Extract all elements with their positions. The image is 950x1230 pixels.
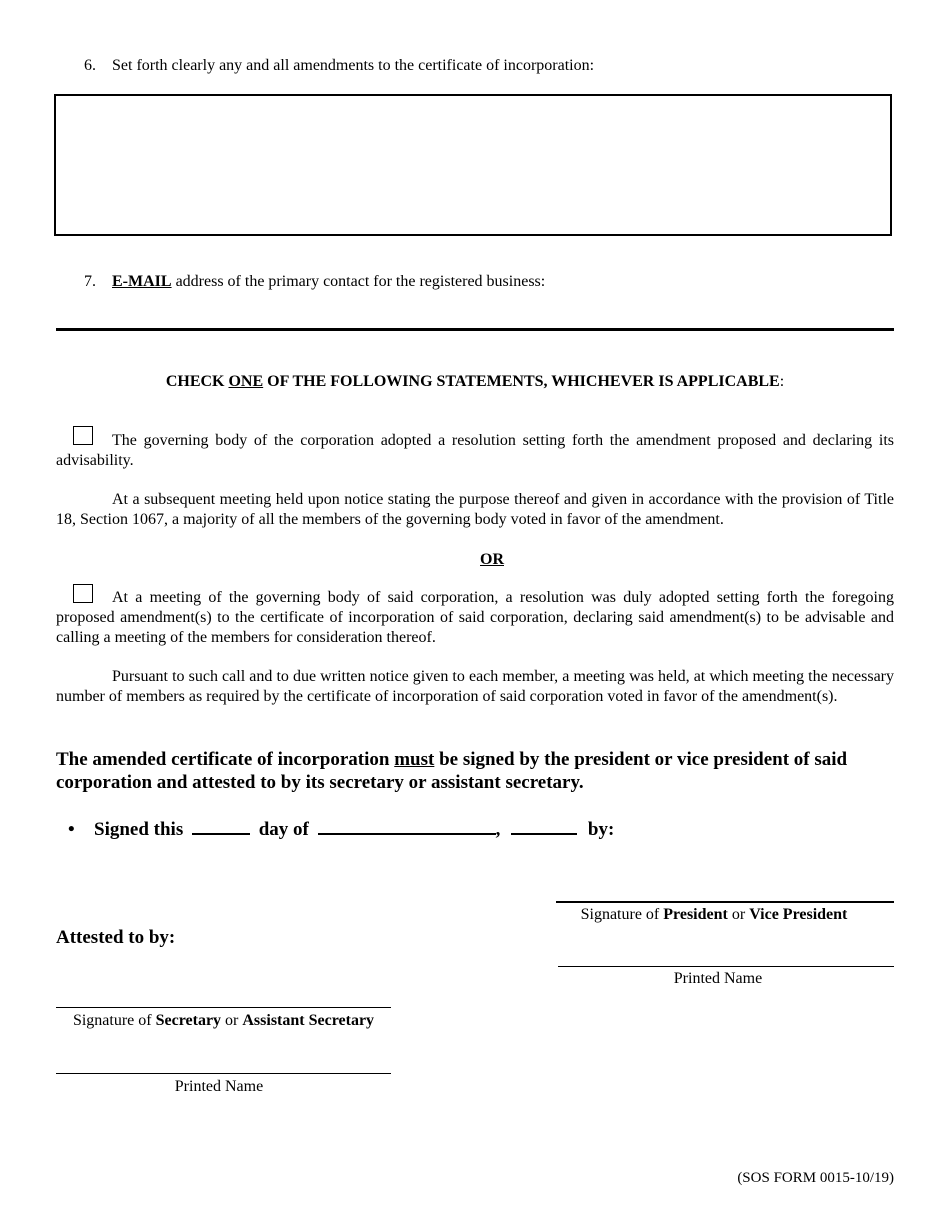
president-printed-name-label: Printed Name (673, 970, 763, 987)
form-id: (SOS FORM 0015-10/19) (737, 1170, 894, 1186)
option-1-paragraph-2: At a subsequent meeting held upon notice stating the purpose thereof and given in accordance with the provision of Title 18, Section 1067, a majority of all the members of the governing body voted in favor of the amendment. (56, 491, 894, 528)
president-signature-label: Signature of President or Vice President (580, 906, 848, 923)
option-2-paragraph-2: Pursuant to such call and to due written notice given to each member, a meeting was held, at which meeting the necessary number of members as required by the certificate of incorporation of said corporation voted in favor of the amendment(s). (56, 668, 894, 705)
attested-heading: Attested to by: (56, 927, 176, 948)
amendments-textbox[interactable] (54, 94, 892, 236)
bullet-icon: • (68, 819, 75, 840)
signature-notice: The amended certificate of incorporation must be signed by the president or vice president of said corporation and attested to by its secretary or assistant secretary. (56, 749, 848, 793)
item-7-text: address of the primary contact for the registered business: (171, 273, 546, 290)
check-heading: CHECK ONE OF THE FOLLOWING STATEMENTS, WHICHEVER IS APPLICABLE: (165, 373, 785, 390)
day-field[interactable] (192, 817, 250, 835)
item-6-text: Set forth clearly any and all amendments to the certificate of incorporation: (112, 57, 595, 74)
item-7-number: 7. (84, 273, 96, 290)
item-6-number: 6. (84, 57, 96, 74)
notice-must: must (394, 749, 435, 770)
item-6-label (84, 56, 594, 76)
option-2-paragraph-1: At a meeting of the governing body of said corporation, a resolution was duly adopted setting forth the foregoing proposed amendment(s) to the certificate of incorporation of said corporation, declaring said amendment(s) to be advisable and calling a meeting of the members for consideration thereof. (56, 589, 894, 646)
email-label: E-MAIL (112, 273, 172, 290)
president-signature-line[interactable] (556, 901, 894, 903)
president-printed-name-line[interactable] (558, 966, 894, 967)
option-1-paragraph-1: The governing body of the corporation adopted a resolution setting forth the amendment proposed and declaring its advisability. (56, 432, 894, 469)
email-field-line[interactable] (56, 328, 894, 331)
signed-line: • Signed this day of , by: (68, 819, 615, 840)
month-field[interactable] (318, 817, 496, 835)
check-heading-one: ONE (228, 373, 264, 390)
secretary-printed-name-line[interactable] (56, 1073, 391, 1074)
secretary-signature-line[interactable] (56, 1007, 391, 1008)
year-field[interactable] (511, 817, 577, 835)
secretary-signature-label: Signature of Secretary or Assistant Secretary (72, 1012, 375, 1029)
secretary-printed-name-label: Printed Name (174, 1078, 264, 1095)
item-7-label (84, 272, 545, 292)
or-label: OR (480, 551, 504, 568)
